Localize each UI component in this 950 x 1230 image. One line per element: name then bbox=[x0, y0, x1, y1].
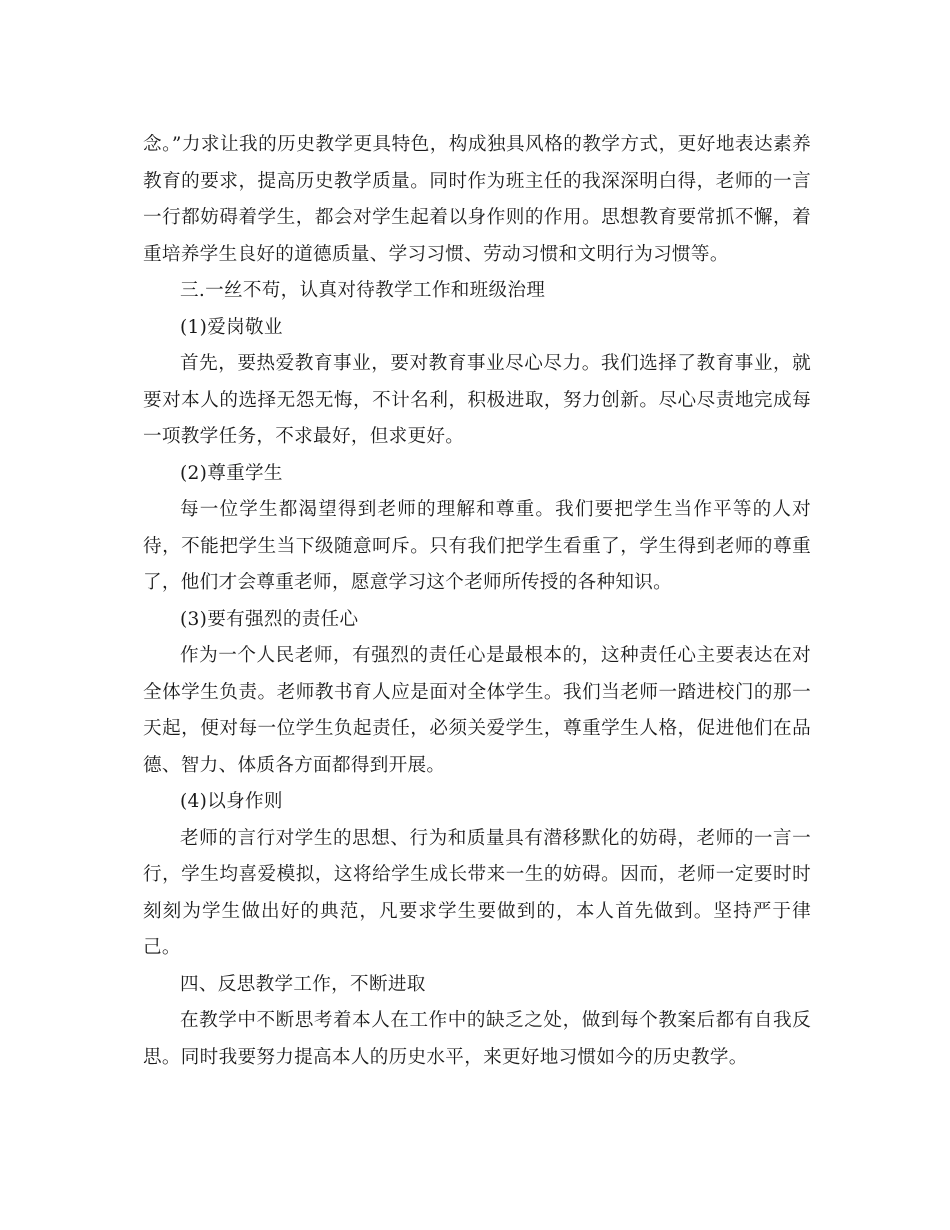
subheading-3: (3)要有强烈的责任心 bbox=[180, 608, 359, 630]
paragraph-responsibility: 作为一个人民老师，有强烈的责任心是最根本的，这种责任心主要表达在对全体学生负责。老师教书育人应是面对全体学生。我们当老师一踏进校门的那一天起，便对每一位学生负起责任，必须关爱学生，尊重学生人格，促进他们在品德、智力、体质各方面都得到开展。 bbox=[143, 645, 811, 776]
document-body bbox=[143, 127, 811, 1076]
paragraph-example: 老师的言行对学生的思想、行为和质量具有潜移默化的妨碍，老师的一言一行，学生均喜爱模拟，这将给学生成长带来一生的妨碍。因而，老师一定要时时刻刻为学生做出好的典范，凡要求学生要做到的，本人首先做到。坚持严于律己。 bbox=[143, 827, 811, 958]
paragraph-dedication: 首先，要热爱教育事业，要对教育事业尽心尽力。我们选择了教育事业，就要对本人的选择无怨无悔，不计名利，积极进取，努力创新。尽心尽责地完成每一项教学任务，不求最好，但求更好。 bbox=[143, 353, 811, 447]
paragraph-reflection: 在教学中不断思考着本人在工作中的缺乏之处，做到每个教案后都有自我反思。同时我要努力提高本人的历史水平，来更好地习惯如今的历史教学。 bbox=[143, 1010, 811, 1068]
paragraph-continuation: 念。”力求让我的历史教学更具特色，构成独具风格的教学方式，更好地表达素养教育的要求，提高历史教学质量。同时作为班主任的我深深明白得，老师的一言一行都妨碍着学生，都会对学生起着以身作则的作用。思想教育要常抓不懈，着重培养学生良好的道德质量、学习习惯、劳动习惯和文明行为习惯等。 bbox=[143, 134, 811, 265]
section-heading-3: 三.一丝不苟，认真对待教学工作和班级治理 bbox=[180, 280, 546, 301]
subheading-2: (2)尊重学生 bbox=[180, 462, 283, 484]
subheading-1: (1)爱岗敬业 bbox=[180, 316, 283, 338]
paragraph-respect: 每一位学生都渴望得到老师的理解和尊重。我们要把学生当作平等的人对待，不能把学生当下级随意呵斥。只有我们把学生看重了，学生得到老师的尊重了，他们才会尊重老师，愿意学习这个老师所传授的各种知识。 bbox=[143, 499, 811, 593]
section-heading-4: 四、反思教学工作，不断进取 bbox=[180, 973, 426, 995]
subheading-4: (4)以身作则 bbox=[180, 791, 283, 812]
